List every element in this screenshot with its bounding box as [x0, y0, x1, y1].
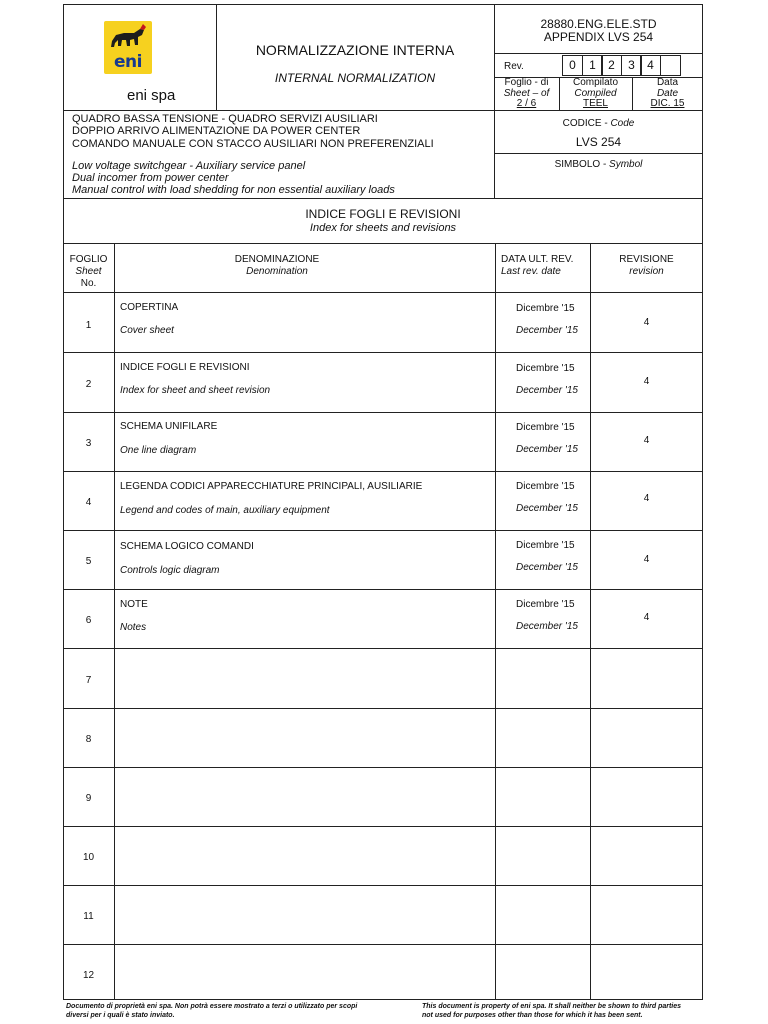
table-row-number: 3 [85, 438, 92, 449]
row-date-it: Dicembre '15 [516, 599, 575, 610]
row-name-en: One line diagram [120, 445, 197, 456]
row-revision: 4 [643, 435, 650, 446]
doc-code-line2: APPENDIX LVS 254 [543, 30, 654, 44]
index-title-it: INDICE FOGLI E REVISIONI [305, 207, 461, 221]
company-name: eni spa [127, 87, 176, 104]
divider [63, 767, 703, 768]
compiled-value: TEEL [582, 98, 608, 109]
row-revision: 4 [643, 554, 650, 565]
description-en-line: Manual control with load shedding for non essential auxiliary loads [72, 184, 395, 196]
row-revision: 4 [643, 317, 650, 328]
date-label-en: Date [656, 88, 679, 99]
divider [63, 648, 703, 649]
row-name-en: Legend and codes of main, auxiliary equipment [120, 505, 330, 516]
header-date-it: DATA ULT. REV. [501, 254, 574, 265]
table-row-number: 4 [85, 497, 92, 508]
rev-box: 1 [582, 55, 603, 76]
row-date-en: December '15 [516, 621, 578, 632]
description-en-line: Dual incomer from power center [72, 172, 229, 184]
logo-text: eni [114, 52, 142, 72]
sheet-label-en: Sheet – of [503, 88, 550, 99]
row-date-it: Dicembre '15 [516, 363, 575, 374]
description-it-line: COMANDO MANUALE CON STACCO AUSILIARI NON PREFERENZIALI [72, 138, 434, 150]
title-english: INTERNAL NORMALIZATION [274, 71, 436, 85]
table-row-number: 8 [85, 734, 92, 745]
header-sheet-it: FOGLIO [69, 254, 108, 265]
header-denomination-en: Denomination [246, 266, 308, 277]
divider [495, 243, 496, 1000]
rev-box [660, 55, 681, 76]
symbol-label-en: Symbol [609, 159, 643, 170]
rev-box: 2 [601, 55, 622, 76]
sheet-value: 2 / 6 [516, 98, 537, 109]
divider [63, 471, 703, 472]
row-date-en: December '15 [516, 444, 578, 455]
footer-left-line2: diversi per i quali è stato inviato. [66, 1012, 175, 1019]
table-row-number: 7 [85, 675, 92, 686]
row-date-it: Dicembre '15 [516, 303, 575, 314]
description-en-line: Low voltage switchgear - Auxiliary service panel [72, 160, 306, 172]
divider [114, 243, 115, 1000]
divider [494, 53, 703, 54]
description-it-line: DOPPIO ARRIVO ALIMENTAZIONE DA POWER CENTER [72, 125, 361, 137]
footer-right-line2: not used for purposes other than those for which it has been sent. [422, 1012, 643, 1019]
row-name-en: Index for sheet and sheet revision [120, 385, 271, 396]
divider [63, 243, 703, 244]
code-label-it: CODICE - [562, 118, 611, 129]
header-sheet-en: Sheet [75, 266, 102, 277]
row-name-en: Cover sheet [120, 325, 174, 336]
header-revision-it: REVISIONE [619, 254, 674, 265]
rev-box: 0 [562, 55, 583, 76]
rev-label: Rev. [504, 61, 524, 72]
rev-box: 3 [621, 55, 642, 76]
row-date-en: December '15 [516, 385, 578, 396]
index-title-en: Index for sheets and revisions [309, 222, 457, 234]
divider [63, 826, 703, 827]
divider [63, 352, 703, 353]
doc-code-line1: 28880.ENG.ELE.STD [540, 17, 657, 31]
compiled-label-it: Compilato [572, 77, 619, 88]
table-row-number: 9 [85, 793, 92, 804]
eni-logo [104, 21, 152, 74]
row-date-it: Dicembre '15 [516, 422, 575, 433]
divider [494, 153, 703, 154]
symbol-label-it: SIMBOLO - [554, 159, 610, 170]
header-date-en: Last rev. date [501, 266, 561, 277]
row-name-en: Controls logic diagram [120, 565, 220, 576]
row-name-it: SCHEMA UNIFILARE [120, 421, 218, 432]
rev-box: 4 [640, 55, 661, 76]
row-date-it: Dicembre '15 [516, 540, 575, 551]
date-label-it: Data [656, 77, 679, 88]
title-italian: NORMALIZZAZIONE INTERNA [255, 42, 455, 58]
divider [63, 292, 703, 293]
divider [63, 198, 703, 199]
row-date-en: December '15 [516, 503, 578, 514]
table-row-number: 5 [85, 556, 92, 567]
divider [63, 589, 703, 590]
header-denomination-it: DENOMINAZIONE [234, 254, 320, 265]
row-name-it: INDICE FOGLI E REVISIONI [120, 362, 250, 373]
row-date-it: Dicembre '15 [516, 481, 575, 492]
symbol-label [494, 159, 703, 170]
header-revision-en: revision [629, 266, 664, 277]
divider [63, 530, 703, 531]
code-label [494, 118, 703, 129]
row-name-it: LEGENDA CODICI APPARECCHIATURE PRINCIPALI, AUSILIARIE [120, 481, 423, 492]
table-row-number: 6 [85, 615, 92, 626]
footer-left-line1: Documento di proprietà eni spa. Non potrà essere mostrato a terzi o utilizzato per scopi [66, 1003, 358, 1010]
table-row-number: 1 [85, 320, 92, 331]
footer-right-line1: This document is property of eni spa. It shall neither be shown to third parties [422, 1003, 682, 1010]
table-row-number: 2 [85, 379, 92, 390]
table-row-number: 12 [82, 970, 95, 981]
row-date-en: December '15 [516, 325, 578, 336]
table-row-number: 11 [83, 911, 94, 922]
divider [63, 885, 703, 886]
row-revision: 4 [643, 376, 650, 387]
row-revision: 4 [643, 493, 650, 504]
row-name-en: Notes [120, 622, 147, 633]
row-name-it: NOTE [120, 599, 148, 610]
code-label-en: Code [610, 118, 635, 129]
date-value: DIC. 15 [650, 98, 685, 109]
header-sheet-no: No. [80, 278, 97, 289]
table-row-number: 10 [82, 852, 95, 863]
row-name-it: SCHEMA LOGICO COMANDI [120, 541, 254, 552]
divider [63, 412, 703, 413]
sheet-label-it: Foglio - di [504, 77, 549, 88]
divider [63, 708, 703, 709]
divider [63, 944, 703, 945]
compiled-label-en: Compiled [574, 88, 617, 99]
code-value: LVS 254 [575, 135, 622, 149]
row-revision: 4 [643, 612, 650, 623]
row-date-en: December '15 [516, 562, 578, 573]
divider [63, 110, 703, 111]
row-name-it: COPERTINA [120, 302, 179, 313]
description-it-line: QUADRO BASSA TENSIONE - QUADRO SERVIZI AUSILIARI [72, 113, 378, 125]
